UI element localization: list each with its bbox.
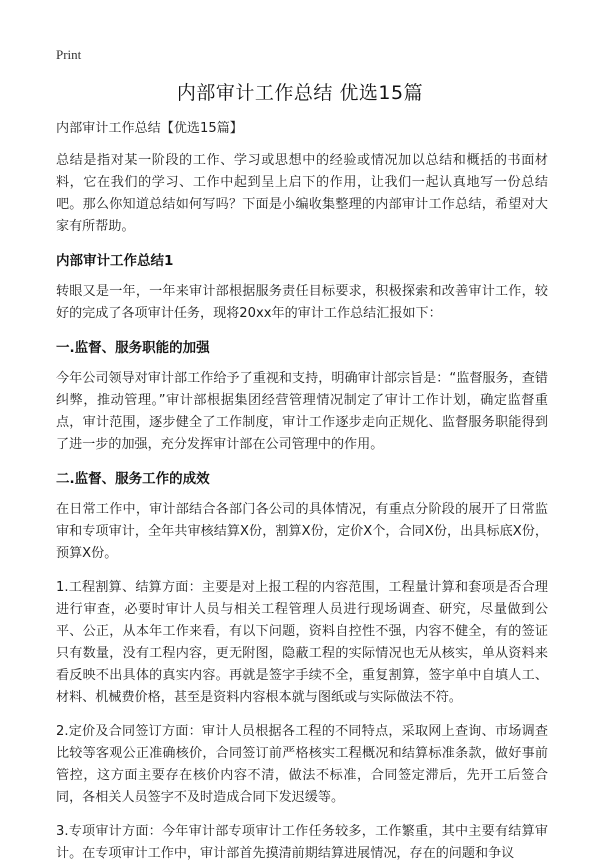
subheading-2: 二.监督、服务工作的成效 xyxy=(56,471,210,487)
paragraph-4: 2.定价及合同签订方面：审计人员根据各工程的不同特点，采取网上查询、市场调查比较等客观公正准确核价，合同签订前严格核实工程概况和结算标准条款，做好事前管控，这方面主要存在核价内容不清，做法不标准，合同签定滞后，先开工后签合同，各相关人员签字不及时造成合同下发迟缓等。 xyxy=(56,724,548,805)
document-body xyxy=(56,118,548,865)
section-heading: 内部审计工作总结1 xyxy=(56,253,174,269)
document-title: 内部审计工作总结 优选15篇 xyxy=(176,82,424,104)
paragraph-5: 3.专项审计方面：今年审计部专项审计工作任务较多，工作繁重，其中主要有结算审计。在专项审计工作中，审计部首先摸清前期结算进展情况，存在的问题和争议 xyxy=(56,824,548,861)
paragraph-2: 在日常工作中，审计部结合各部门各公司的具体情况，有重点分阶段的展开了日常监审和专项审计，全年共审核结算X份，割算X份，定价X个，合同X份，出具标底X份，预算X份。 xyxy=(56,502,548,561)
document-subtitle: 内部审计工作总结【优选15篇】 xyxy=(56,121,243,136)
print-label[interactable]: Print xyxy=(56,47,82,62)
paragraph-1: 今年公司领导对审计部工作给予了重视和支持，明确审计部宗旨是：“监督服务，查错纠弊，推动管理。”审计部根据集团经营管理情况制定了审计工作计划，确定监督重点，审计范围，逐步健全了工作制度，审计工作逐步走向正规化、监督服务职能得到了进一步的加强，充分发挥审计部在公司管理中的作用。 xyxy=(56,371,548,452)
intro-paragraph: 总结是指对某一阶段的工作、学习或思想中的经验或情况加以总结和概括的书面材料，它在我们的学习、工作中起到呈上启下的作用，让我们一起认真地写一份总结吧。那么你知道总结如何写吗？下面是小编收集整理的内部审计工作总结，希望对大家有所帮助。 xyxy=(56,153,548,234)
subheading-1: 一.监督、服务职能的加强 xyxy=(56,340,210,356)
paragraph-3: 1.工程割算、结算方面：主要是对上报工程的内容范围，工程量计算和套项是否合理进行审查，必要时审计人员与相关工程管理人员进行现场调查、研究，尽量做到公平、公正，从本年工作来看，有以下问题，资料自控性不强，内容不健全，有的签证只有数量，没有工程内容，更无附图，隐蔽工程的实际情况也无从核实，单从资料来看反映不出具体的真实内容。再就是签字手续不全，重复割算，签字单中自填人工、材料、机械费价格，甚至是资料内容根本就与图纸或与实际做法不符。 xyxy=(56,580,548,705)
section-intro-paragraph: 转眼又是一年，一年来审计部根据服务责任目标要求，积极探索和改善审计工作，较好的完成了各项审计任务，现将20xx年的审计工作总结汇报如下： xyxy=(56,284,548,321)
